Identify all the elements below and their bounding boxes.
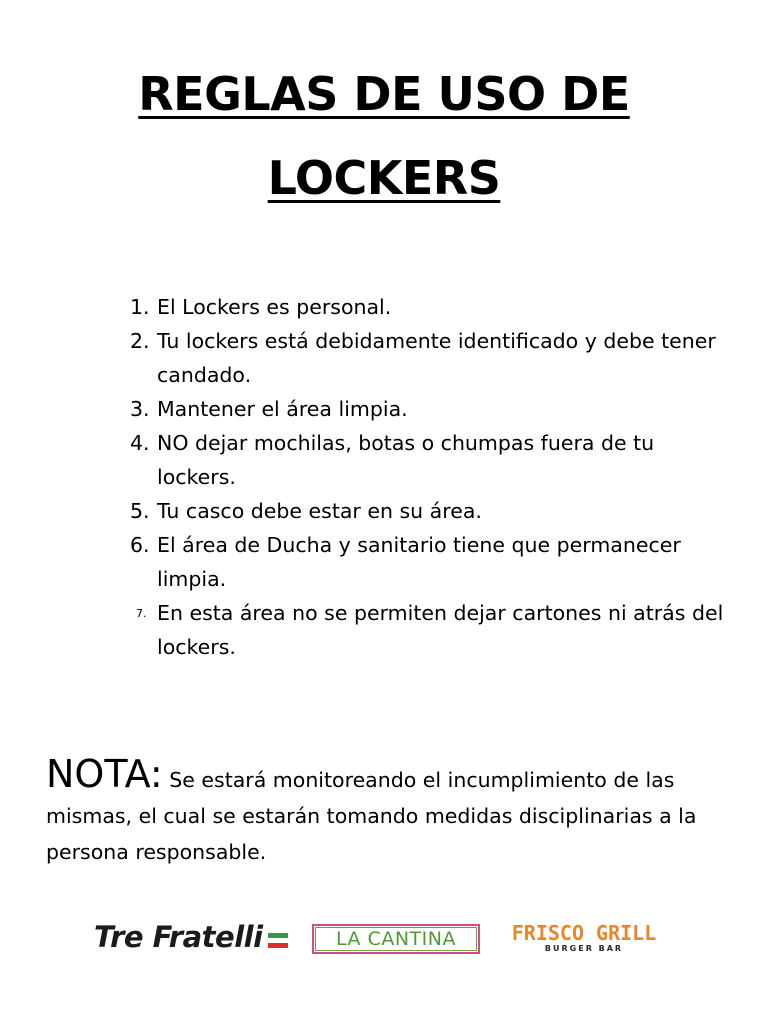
frisco-grill-name: FRISCO GRILL — [511, 921, 657, 945]
rule-text: El área de Ducha y sanitario tiene que permanecer limpia. — [157, 533, 681, 591]
frisco-grill-subtitle: BURGER BAR — [544, 944, 624, 953]
rule-item — [130, 392, 730, 426]
rule-text: El Lockers es personal. — [157, 295, 392, 319]
note-paragraph — [46, 751, 716, 870]
rule-item — [130, 324, 730, 392]
la-cantina-logo — [312, 924, 480, 954]
rule-number: 7. — [136, 607, 147, 620]
rule-number: 1. — [130, 295, 150, 319]
frisco-grill-logo — [509, 922, 659, 954]
note-label: NOTA: — [46, 751, 163, 796]
title-line-2: LOCKERS — [267, 151, 501, 205]
rule-item — [130, 426, 730, 494]
rule-item — [130, 494, 730, 528]
rule-text: Mantener el área limpia. — [157, 397, 408, 421]
rule-text: Tu casco debe estar en su área. — [157, 499, 482, 523]
page-title — [0, 52, 768, 220]
tre-fratelli-logo: Tre Fratelli — [94, 920, 263, 954]
title-line-1: REGLAS DE USO DE — [138, 67, 630, 121]
rule-item — [130, 596, 730, 664]
rule-number: 2. — [130, 329, 150, 353]
rules-list — [130, 290, 730, 664]
logo-strip — [0, 918, 768, 968]
rule-text: NO dejar mochilas, botas o chumpas fuera de tu lockers. — [157, 431, 655, 489]
flag-stripe-red — [268, 943, 288, 948]
rule-text: Tu lockers está debidamente identificado y debe tener candado. — [157, 329, 716, 387]
note-text: Se estará monitoreando el incumplimiento de las mismas, el cual se estarán tomando medidas disciplinarias a la persona responsable. — [46, 767, 697, 864]
rule-number: 6. — [130, 533, 150, 557]
rule-number: 4. — [130, 431, 150, 455]
rule-item — [130, 290, 730, 324]
rule-item — [130, 528, 730, 596]
rule-text: En esta área no se permiten dejar cartones ni atrás del lockers. — [157, 601, 724, 659]
la-cantina-text: LA CANTINA — [315, 927, 477, 951]
italian-flag-icon — [268, 933, 288, 948]
rule-number: 5. — [130, 499, 150, 523]
rule-number: 3. — [130, 397, 150, 421]
